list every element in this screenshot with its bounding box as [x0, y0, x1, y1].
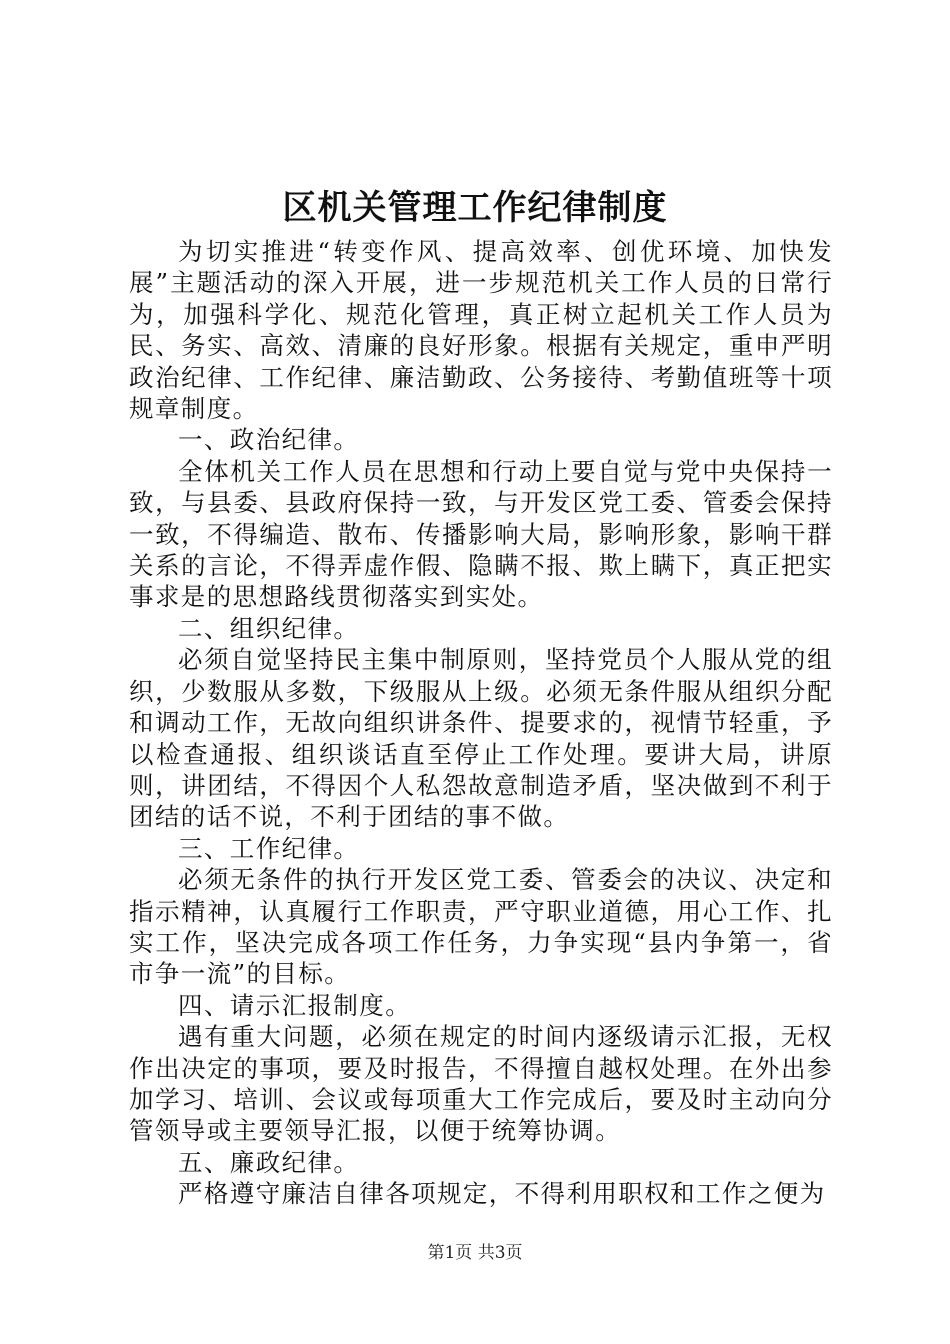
section-text-integrity: 严格遵守廉洁自律各项规定，不得利用职权和工作之便为: [178, 1179, 826, 1209]
section-heading-reporting: 四、请示汇报制度。: [178, 990, 412, 1020]
section-heading-organization: 二、组织纪律。: [178, 613, 360, 643]
section-text-political: 全体机关工作人员在思想和行动上要自觉与党中央保持一致，与县委、县政府保持一致，与开发区党工委、管委会保持一致，不得编造、散布、传播影响大局，影响形象，影响干群关系的言论，不得弄虚作假、隐瞒不报、欺上瞒下，真正把实事求是的思想路线贯彻落实到实处。: [129, 456, 833, 612]
section-text-work: 必须无条件的执行开发区党工委、管委会的决议、决定和指示精神，认真履行工作职责，严守职业道德，用心工作、扎实工作，坚决完成各项工作任务，力争实现“县内争第一，省市争一流”的目标。: [129, 865, 833, 989]
section-text-organization: 必须自觉坚持民主集中制原则，坚持党员个人服从党的组织，少数服从多数，下级服从上级。必须无条件服从组织分配和调动工作，无故向组织讲条件、提要求的，视情节轻重，予以检查通报、组织谈话直至停止工作处理。要讲大局，讲原则，讲团结，不得因个人私怨故意制造矛盾，坚决做到不利于团结的话不说，不利于团结的事不做。: [129, 645, 833, 832]
document-body: [129, 236, 833, 1210]
page-title: 区机关管理工作纪律制度: [282, 188, 668, 228]
section-text-reporting: 遇有重大问题，必须在规定的时间内逐级请示汇报，无权作出决定的事项，要及时报告，不得擅自越权处理。在外出参加学习、培训、会议或每项重大工作完成后，要及时主动向分管领导或主要领导汇报，以便于统筹协调。: [129, 1022, 833, 1146]
page-footer: 第1页 共3页: [427, 1243, 523, 1263]
section-heading-political: 一、政治纪律。: [178, 425, 360, 455]
intro-paragraph: 为切实推进“转变作风、提高效率、创优环境、加快发展”主题活动的深入开展，进一步规范机关工作人员的日常行为，加强科学化、规范化管理，真正树立起机关工作人员为民、务实、高效、清廉的良好形象。根据有关规定，重申严明政治纪律、工作纪律、廉洁勤政、公务接待、考勤值班等十项规章制度。: [129, 237, 833, 424]
section-heading-work: 三、工作纪律。: [178, 833, 360, 863]
section-heading-integrity: 五、廉政纪律。: [178, 1147, 360, 1177]
